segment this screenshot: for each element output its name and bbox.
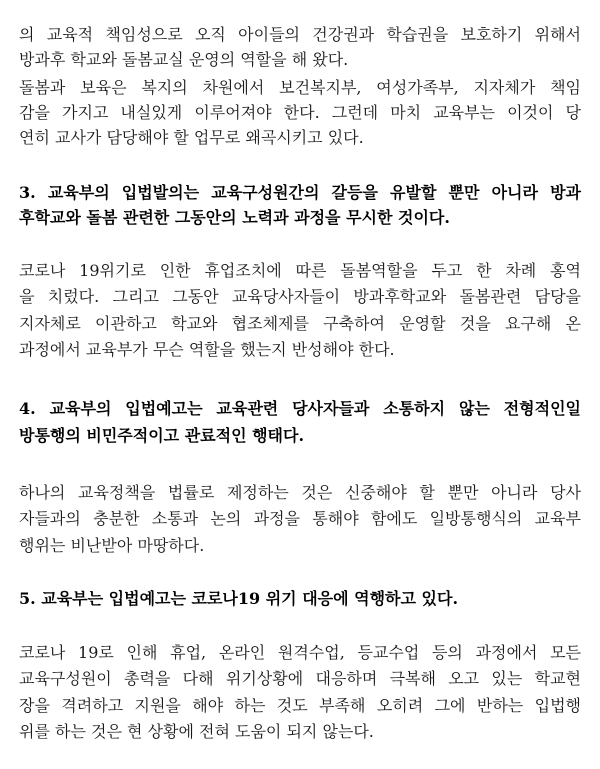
section-heading-4: 방통행의 비민주적이고 관료적인 행태다. bbox=[19, 426, 305, 445]
body-text-line: 코로나 19위기로 인한 휴업조치에 따른 돌봄역할을 두고 한 차례 홍역 bbox=[19, 261, 581, 280]
body-text-line: 위를 하는 것은 현 상황에 전혀 도움이 되지 않는다. bbox=[19, 722, 374, 741]
section-heading-3: 후학교와 돌봄 관련한 그동안의 노력과 과정을 무시한 것이다. bbox=[19, 208, 450, 227]
body-text-line: 장을 격려하고 지원을 해야 하는 것도 부족해 오히려 그에 반하는 입법행 bbox=[19, 696, 581, 715]
body-text-line: 감을 가지고 내실있게 이루어져야 한다. 그런데 마치 교육부는 이것이 당 bbox=[19, 103, 581, 122]
body-text-line: 지자체로 이관하고 학교와 협조체제를 구축하여 운영할 것을 요구해 온 bbox=[19, 314, 581, 333]
body-text-line: 돌봄과 보육은 복지의 차원에서 보건복지부, 여성가족부, 지자체가 책임 bbox=[19, 78, 581, 97]
body-text-line: 하나의 교육정책을 법률로 제정하는 것은 신중해야 할 뿐만 아니라 당사 bbox=[19, 483, 581, 502]
body-text-line: 의 교육적 책임성으로 오직 아이들의 건강권과 학습권을 보호하기 위해서 bbox=[19, 25, 581, 44]
section-heading-5: 5. 교육부는 입법예고는 코로나19 위기 대응에 역행하고 있다. bbox=[19, 589, 459, 608]
body-text-line: 행위는 비난받아 마땅하다. bbox=[19, 536, 205, 555]
body-text-line: 연히 교사가 담당해야 할 업무로 왜곡시키고 있다. bbox=[19, 128, 364, 147]
section-heading-3: 3. 교육부의 입법발의는 교육구성원간의 갈등을 유발할 뿐만 아니라 방과 bbox=[19, 183, 581, 202]
body-text-line: 코로나 19로 인해 휴업, 온라인 원격수업, 등교수업 등의 과정에서 모든 bbox=[19, 643, 581, 662]
body-text-line: 교육구성원이 총력을 다해 위기상황에 대응하며 극복해 오고 있는 학교현 bbox=[19, 669, 581, 688]
body-text-line: 자들과의 충분한 소통과 논의 과정을 통해야 함에도 일방통행식의 교육부 bbox=[19, 509, 581, 528]
body-text-line: 을 치렀다. 그리고 그동안 교육당사자들이 방과후학교와 돌봄관련 담당을 bbox=[19, 287, 581, 306]
body-text-line: 방과후 학교와 돌봄교실 운영의 역할을 해 왔다. bbox=[19, 50, 349, 69]
section-heading-4: 4. 교육부의 입법예고는 교육관련 당사자들과 소통하지 않는 전형적인일 bbox=[19, 399, 581, 418]
body-text-line: 과정에서 교육부가 무슨 역할을 했는지 반성해야 한다. bbox=[19, 340, 395, 359]
